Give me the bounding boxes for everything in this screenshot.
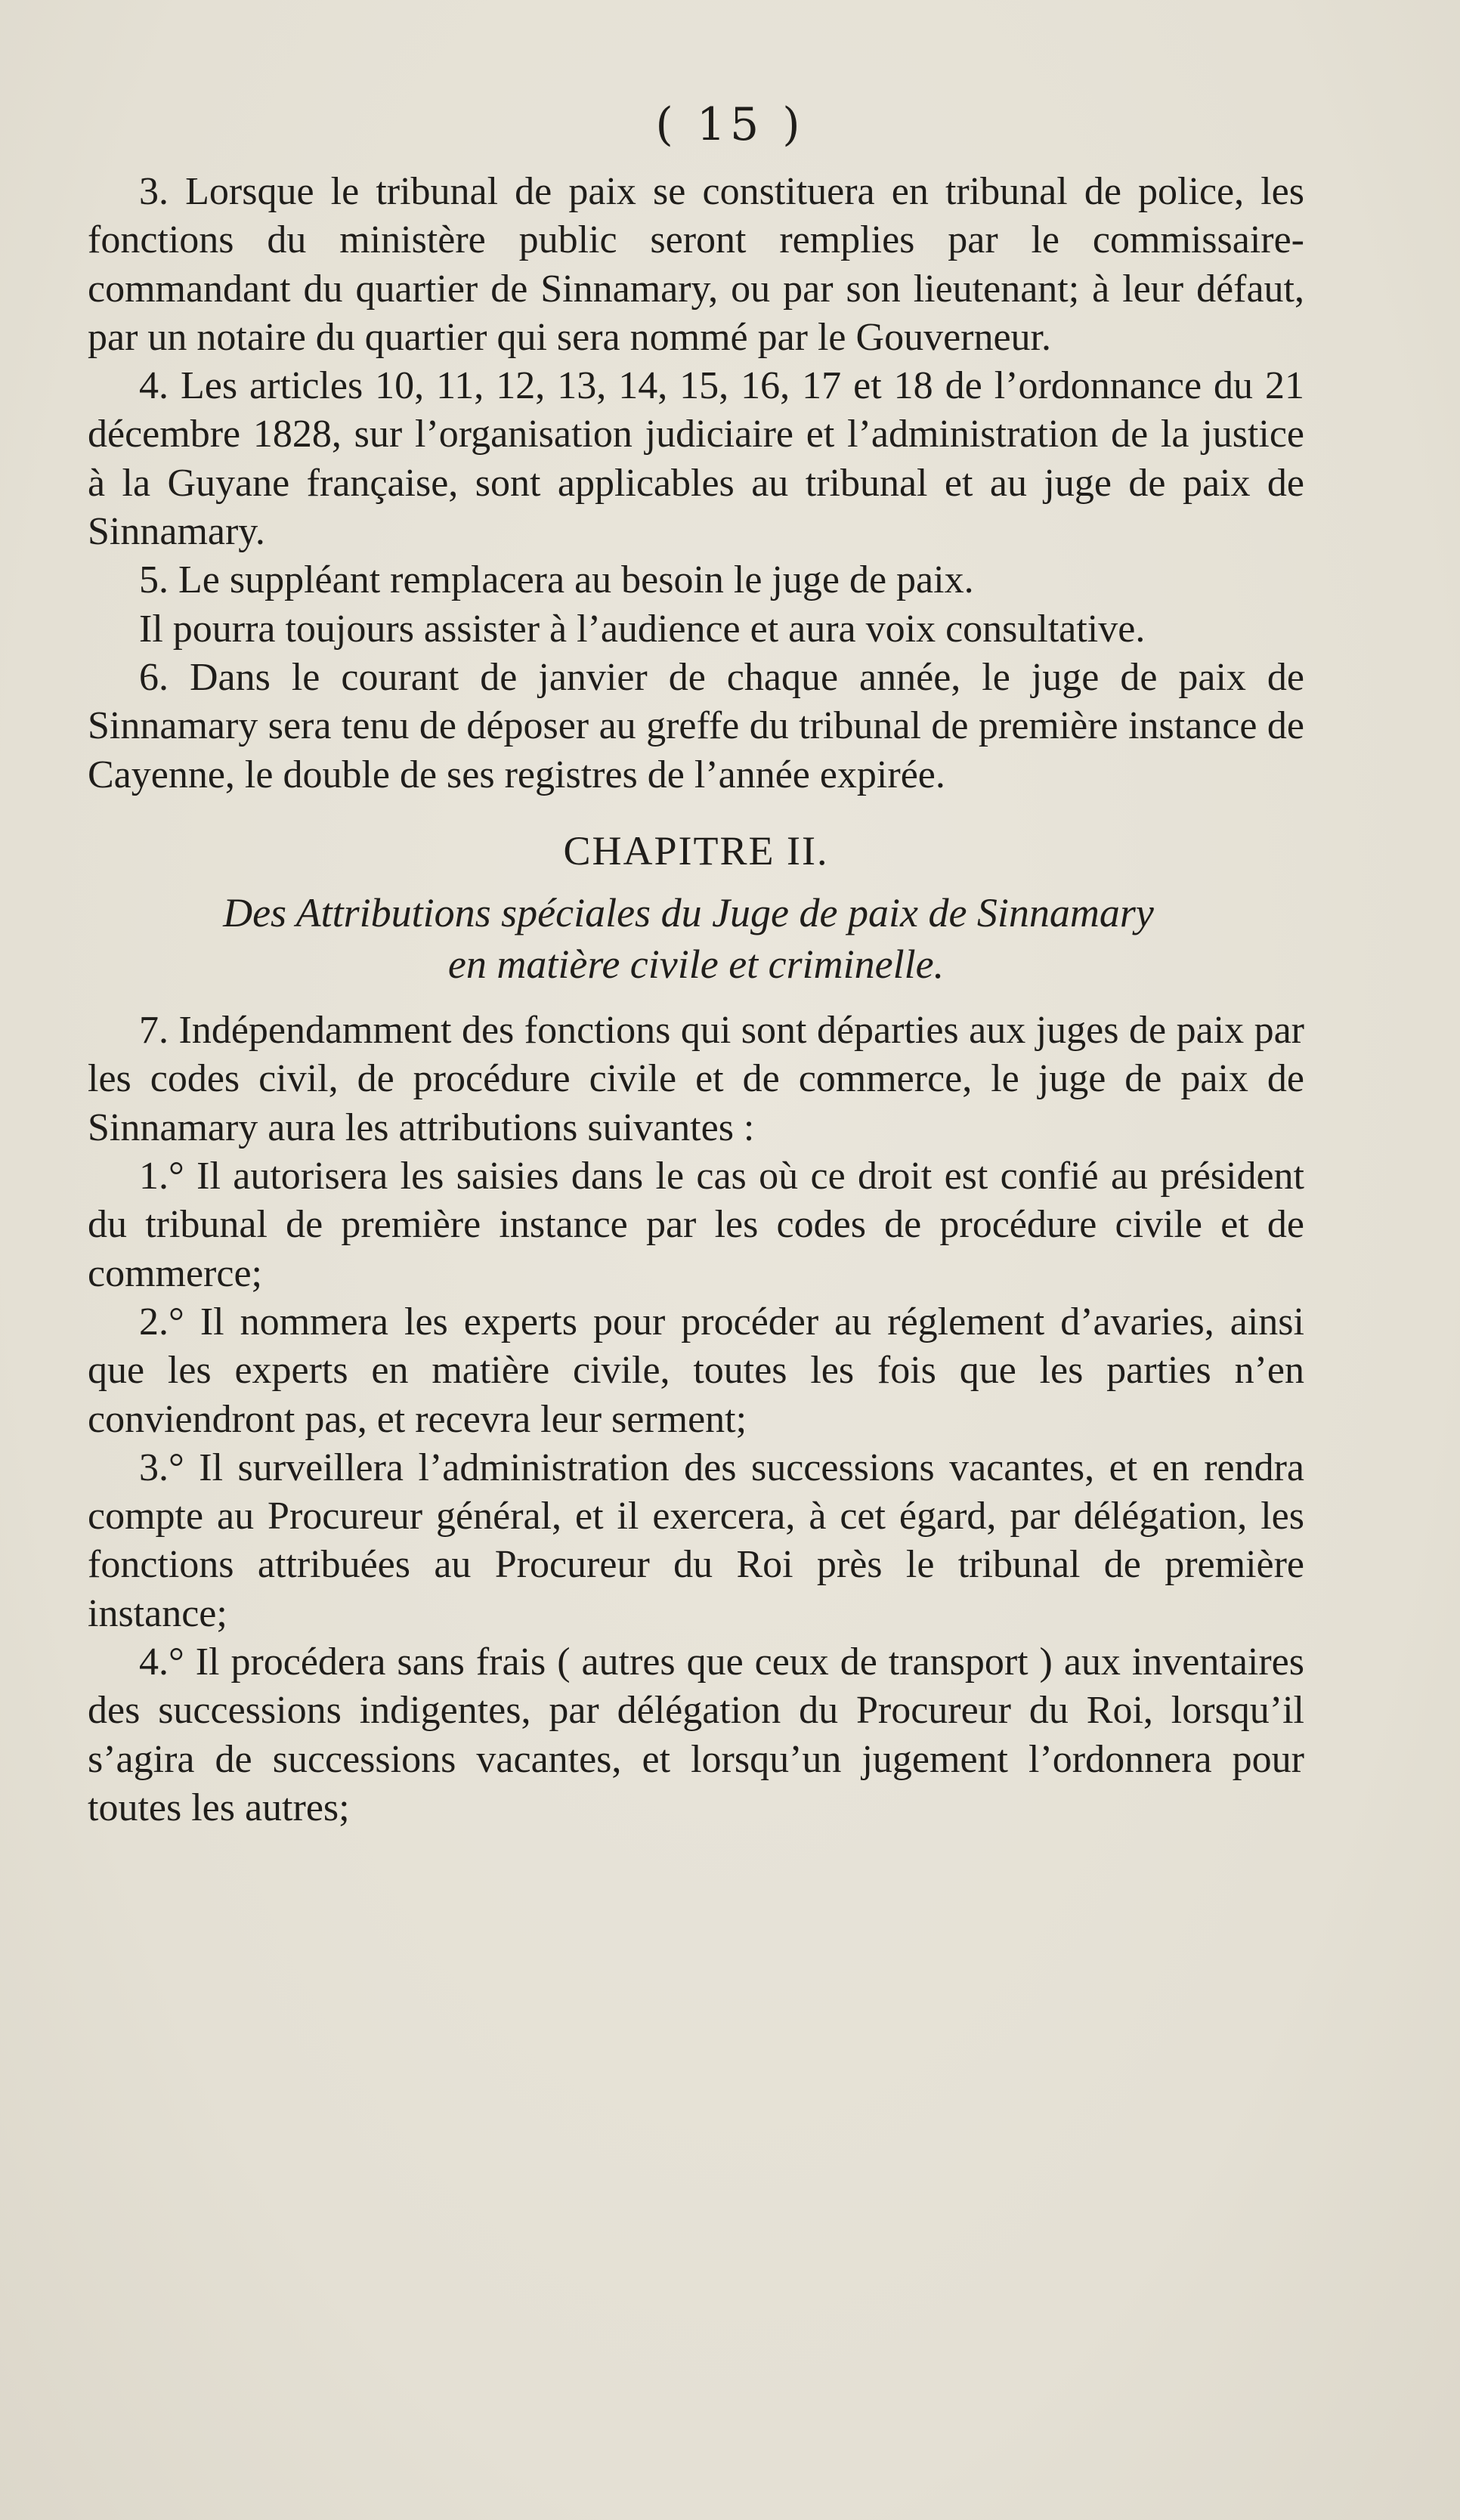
article-4: 4. Les articles 10, 11, 12, 13, 14, 15, 16, 17 et 18 de l’ordonnance du 21 décembre 1828, sur l’organisation judiciaire et l’administration de la justice à la Guyane française, sont applicables au tribunal et au juge de paix de Sinnamary. xyxy=(88,364,1304,554)
article-7-item-2: 2.° Il nommera les experts pour procéder au réglement d’avaries, ainsi que les experts en matière civile, toutes les fois que les parties n’en conviendront pas, et recevra leur serment; xyxy=(88,1300,1304,1441)
article-6: 6. Dans le courant de janvier de chaque année, le juge de paix de Sinnamary sera tenu de déposer au greffe du tribunal de première instance de Cayenne, le double de ses registres de l’année expirée. xyxy=(88,655,1304,796)
page-number: ( 15 ) xyxy=(655,98,805,151)
article-5-continuation: Il pourra toujours assister à l’audience et aura voix consultative. xyxy=(139,607,1146,651)
article-7-item-3: 3.° Il surveillera l’administration des successions vacantes, et en rendra compte au Procureur général, et il exercera, à cet égard, par délégation, les fonctions attribuées au Procureur du Roi près le tribunal de première instance; xyxy=(88,1446,1304,1635)
article-5: 5. Le suppléant remplacera au besoin le juge de paix. xyxy=(139,558,974,602)
article-7: 7. Indépendamment des fonctions qui sont départies aux juges de paix par les codes civil, de procédure civile et de commerce, le juge de paix de Sinnamary aura les attributions suivantes : xyxy=(88,1009,1304,1149)
article-7-item-1: 1.° Il autorisera les saisies dans le cas où ce droit est confié au président du tribunal de première instance par les codes de procédure civile et de commerce; xyxy=(88,1155,1304,1295)
chapter-heading: CHAPITRE II. xyxy=(563,827,829,873)
chapter-subtitle-line-2: en matière civile et criminelle. xyxy=(447,942,945,988)
chapter-subtitle-line-1: Des Attributions spéciales du Juge de paix de Sinnamary xyxy=(223,890,1154,936)
body-text xyxy=(88,168,1304,1832)
article-7-item-4: 4.° Il procédera sans frais ( autres que ceux de transport ) aux inventaires des successions indigentes, par délégation du Procureur du Roi, lorsqu’il s’agira de successions vacantes, et lorsqu’un jugement l’ordonnera pour toutes les autres; xyxy=(88,1640,1304,1829)
chapter-subtitle xyxy=(88,887,1304,990)
article-3: 3. Lorsque le tribunal de paix se constituera en tribunal de police, les fonctions du ministère public seront remplies par le commissaire-commandant du quartier de Sinnamary, ou par son lieutenant; à leur défaut, par un notaire du quartier qui sera nommé par le Gouverneur. xyxy=(88,170,1304,359)
